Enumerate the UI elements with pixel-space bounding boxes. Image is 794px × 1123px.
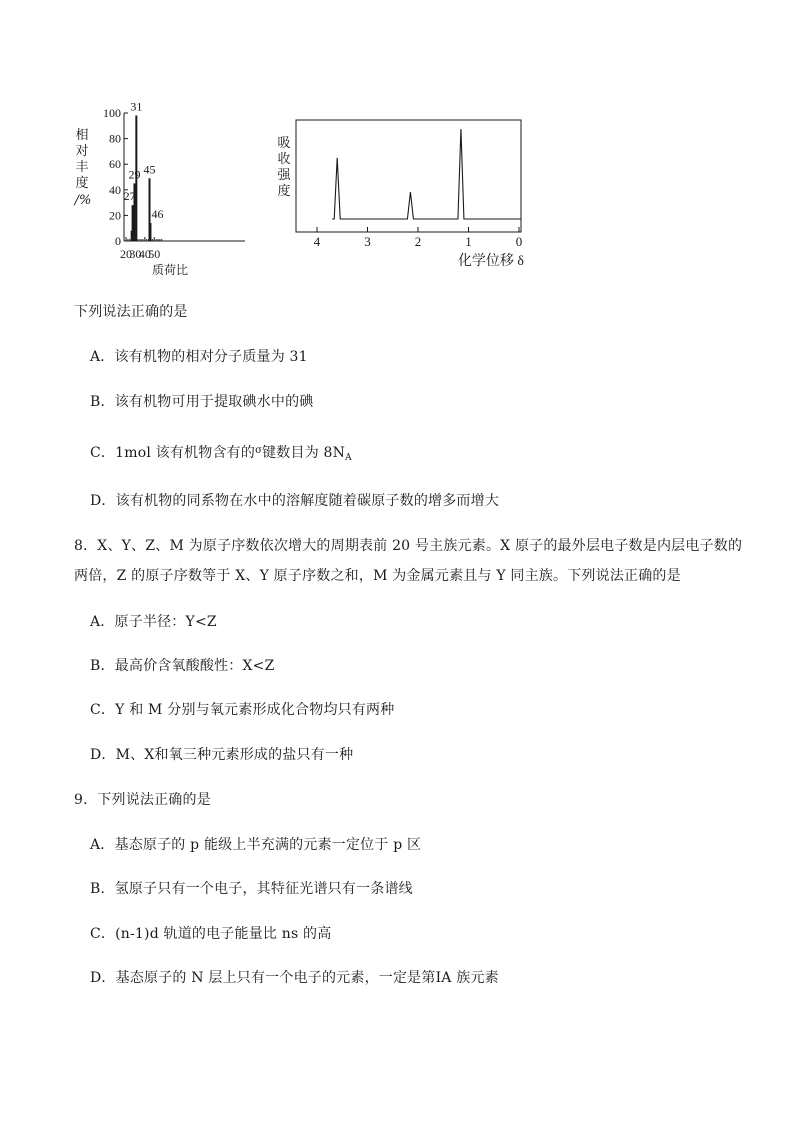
q8-option-c: C．Y 和 M 分别与氧元素形成化合物均只有两种 <box>90 702 395 718</box>
q7-option-c-text-2: 键数目为 8N <box>262 445 346 461</box>
ms-peak-label: 46 <box>151 207 164 222</box>
nmr-ylabel-char: 度 <box>277 184 291 199</box>
nmr-ylabel-char: 吸 <box>277 136 291 151</box>
ms-ylabel-char: 相 <box>75 128 89 143</box>
ms-y-tick-label: 100 <box>103 106 121 120</box>
nmr-ylabel-char: 强 <box>277 168 291 183</box>
nmr-ylabel-char: 收 <box>277 152 291 167</box>
ms-peak-label: 31 <box>130 99 143 114</box>
q7-option-d: D．该有机物的同系物在水中的溶解度随着碳原子数的增多而增大 <box>90 493 500 509</box>
ms-peak-label: 27 <box>123 189 136 204</box>
ms-ylabel-char: 度 <box>75 176 89 191</box>
ms-y-tick-label: 40 <box>109 182 121 197</box>
q7-option-c-text: C．1mol 该有机物含有的 <box>90 445 256 461</box>
q7-option-a: A．该有机物的相对分子质量为 31 <box>90 349 308 365</box>
nmr-spectrum-trace <box>332 129 521 219</box>
q9-option-b: B．氢原子只有一个电子，其特征光谱只有一条谱线 <box>90 881 413 897</box>
q8-stem-line2: 两倍，Z 的原子序数等于 X、Y 原子序数之和，M 为金属元素且与 Y 同主族。下列说法正确的是 <box>74 568 681 584</box>
ms-xlabel: 质荷比 <box>151 263 189 277</box>
q9-option-d: D．基态原子的 N 层上只有一个电子的元素，一定是第ⅠA 族元素 <box>90 970 499 986</box>
nmr-x-tick-label: 4 <box>313 234 321 249</box>
q7-stem: 下列说法正确的是 <box>74 304 188 320</box>
q8-option-a: A．原子半径：Y<Z <box>90 614 217 630</box>
nmr-xlabel: 化学位移 δ <box>457 254 525 269</box>
nmr-x-tick-label: 3 <box>364 234 371 249</box>
ms-ylabel-char: 丰 <box>75 160 89 175</box>
ms-y-tick-label: 0 <box>115 234 121 248</box>
ms-y-tick-label: 20 <box>109 208 121 223</box>
ms-y-tick-label: 60 <box>109 157 121 172</box>
ms-x-tick-label: 30 <box>129 247 142 261</box>
ms-ylabel-char: 对 <box>75 144 89 159</box>
ms-x-tick-label: 50 <box>148 247 161 261</box>
avogadro-subscript: A <box>345 453 352 463</box>
ms-peak-label: 45 <box>143 162 156 177</box>
q9-option-c: C．(n-1)d 轨道的电子能量比 ns 的高 <box>90 926 332 942</box>
ms-x-tick-label: 40 <box>138 247 151 261</box>
ms-x-tick-label: 20 <box>120 247 132 261</box>
sigma-symbol: σ <box>255 445 263 456</box>
q9-stem: 9．下列说法正确的是 <box>74 792 211 808</box>
ms-y-tick-label: 80 <box>109 131 121 146</box>
nmr-x-tick-label: 2 <box>414 234 422 249</box>
q9-option-a: A．基态原子的 p 能级上半充满的元素一定位于 p 区 <box>90 837 422 853</box>
q7-option-c <box>90 441 352 468</box>
q7-option-b: B．该有机物可用于提取碘水中的碘 <box>90 394 314 410</box>
ms-ylabel-unit: /% <box>74 193 92 208</box>
nmr-spectrum-chart <box>0 0 560 290</box>
q8-option-d: D．M、X和氧三种元素形成的盐只有一种 <box>90 747 354 763</box>
nmr-frame <box>296 120 521 232</box>
q8-option-b: B．最高价含氧酸酸性：X<Z <box>90 658 275 674</box>
nmr-x-tick-label: 0 <box>515 234 523 249</box>
nmr-x-tick-label: 1 <box>465 234 472 249</box>
q8-stem-line1: 8．X、Y、Z、M 为原子序数依次增大的周期表前 20 号主族元素。X 原子的最外层电子数是内层电子数的 <box>74 538 743 554</box>
ms-peak-label: 29 <box>128 167 141 182</box>
